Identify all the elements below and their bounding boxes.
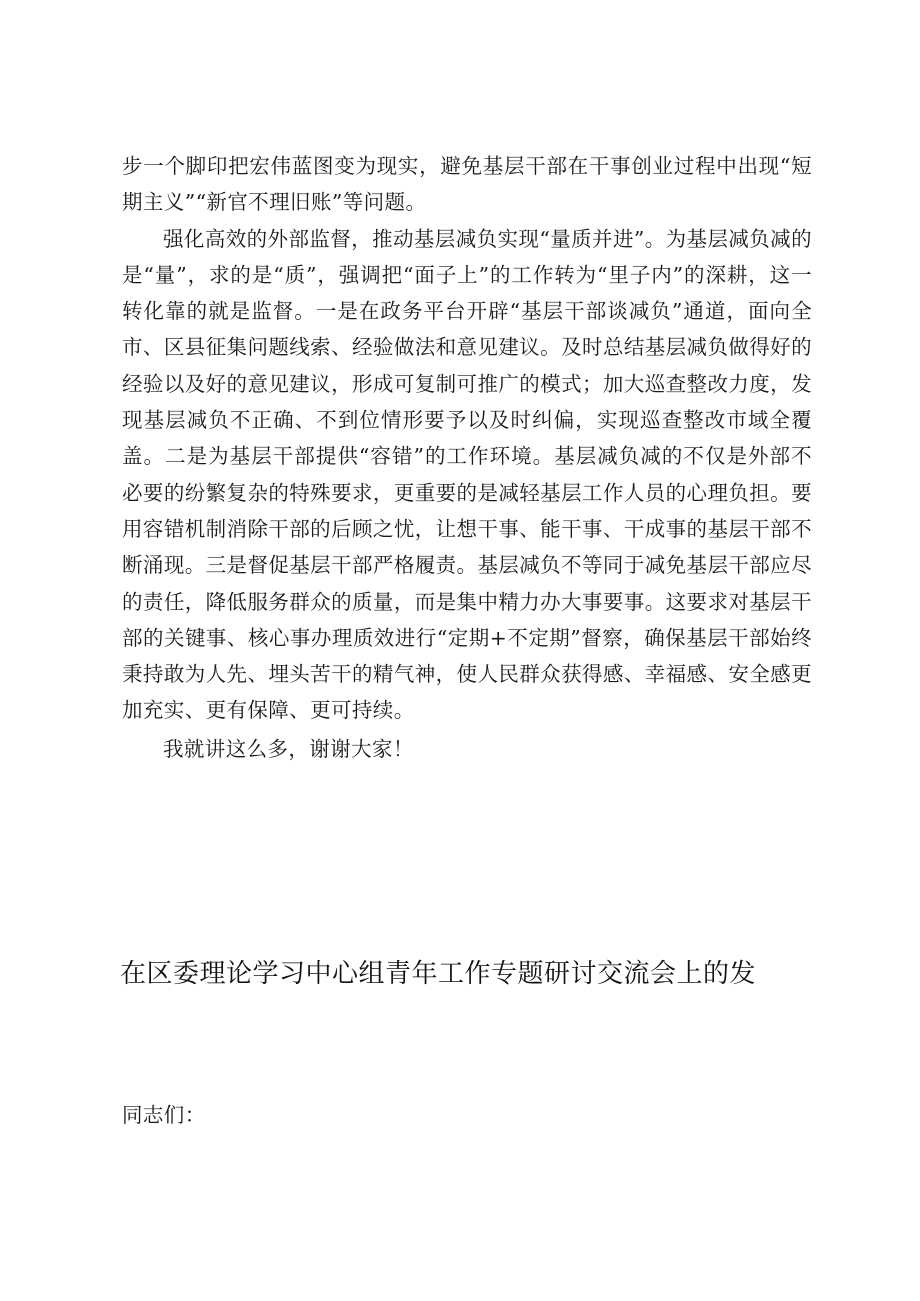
greeting: 同志们： (122, 1103, 206, 1127)
document-body (122, 148, 812, 767)
paragraph-closing: 我就讲这么多，谢谢大家！ (163, 736, 414, 761)
paragraph-continuation: 步一个脚印把宏伟蓝图变为现实，避免基层干部在干事创业过程中出现“短期主义”“新官不理旧账”等问题。 (122, 154, 812, 215)
speech-title: 在区委理论学习中心组青年工作专题研讨交流会上的发 (120, 959, 757, 989)
paragraph-supervision: 强化高效的外部监督，推动基层减负实现“量质并进”。为基层减负减的是“量”，求的是“质”，强调把“面子上”的工作转为“里子内”的深耕，这一转化靠的就是监督。一是在政务平台开辟“基层干部谈减负”通道，面向全市、区县征集问题线索、经验做法和意见建议。及时总结基层减负做得好的经验以及好的意见建议，形成可复制可推广的模式；加大巡查整改力度，发现基层减负不正确、不到位情形要予以及时纠偏，实现巡查整改市域全覆盖。二是为基层干部提供“容错”的工作环境。基层减负减的不仅是外部不必要的纷繁复杂的特殊要求，更重要的是减轻基层工作人员的心理负担。要用容错机制消除干部的后顾之忧，让想干事、能干事、干成事的基层干部不断涌现。三是督促基层干部严格履责。基层减负不等同于减免基层干部应尽的责任，降低服务群众的质量，而是集中精力办大事要事。这要求对基层干部的关键事、核心事办理质效进行“定期+不定期”督察，确保基层干部始终秉持敢为人先、埋头苦干的精气神，使人民群众获得感、幸福感、安全感更加充实、更有保障、更可持续。 (122, 226, 812, 723)
